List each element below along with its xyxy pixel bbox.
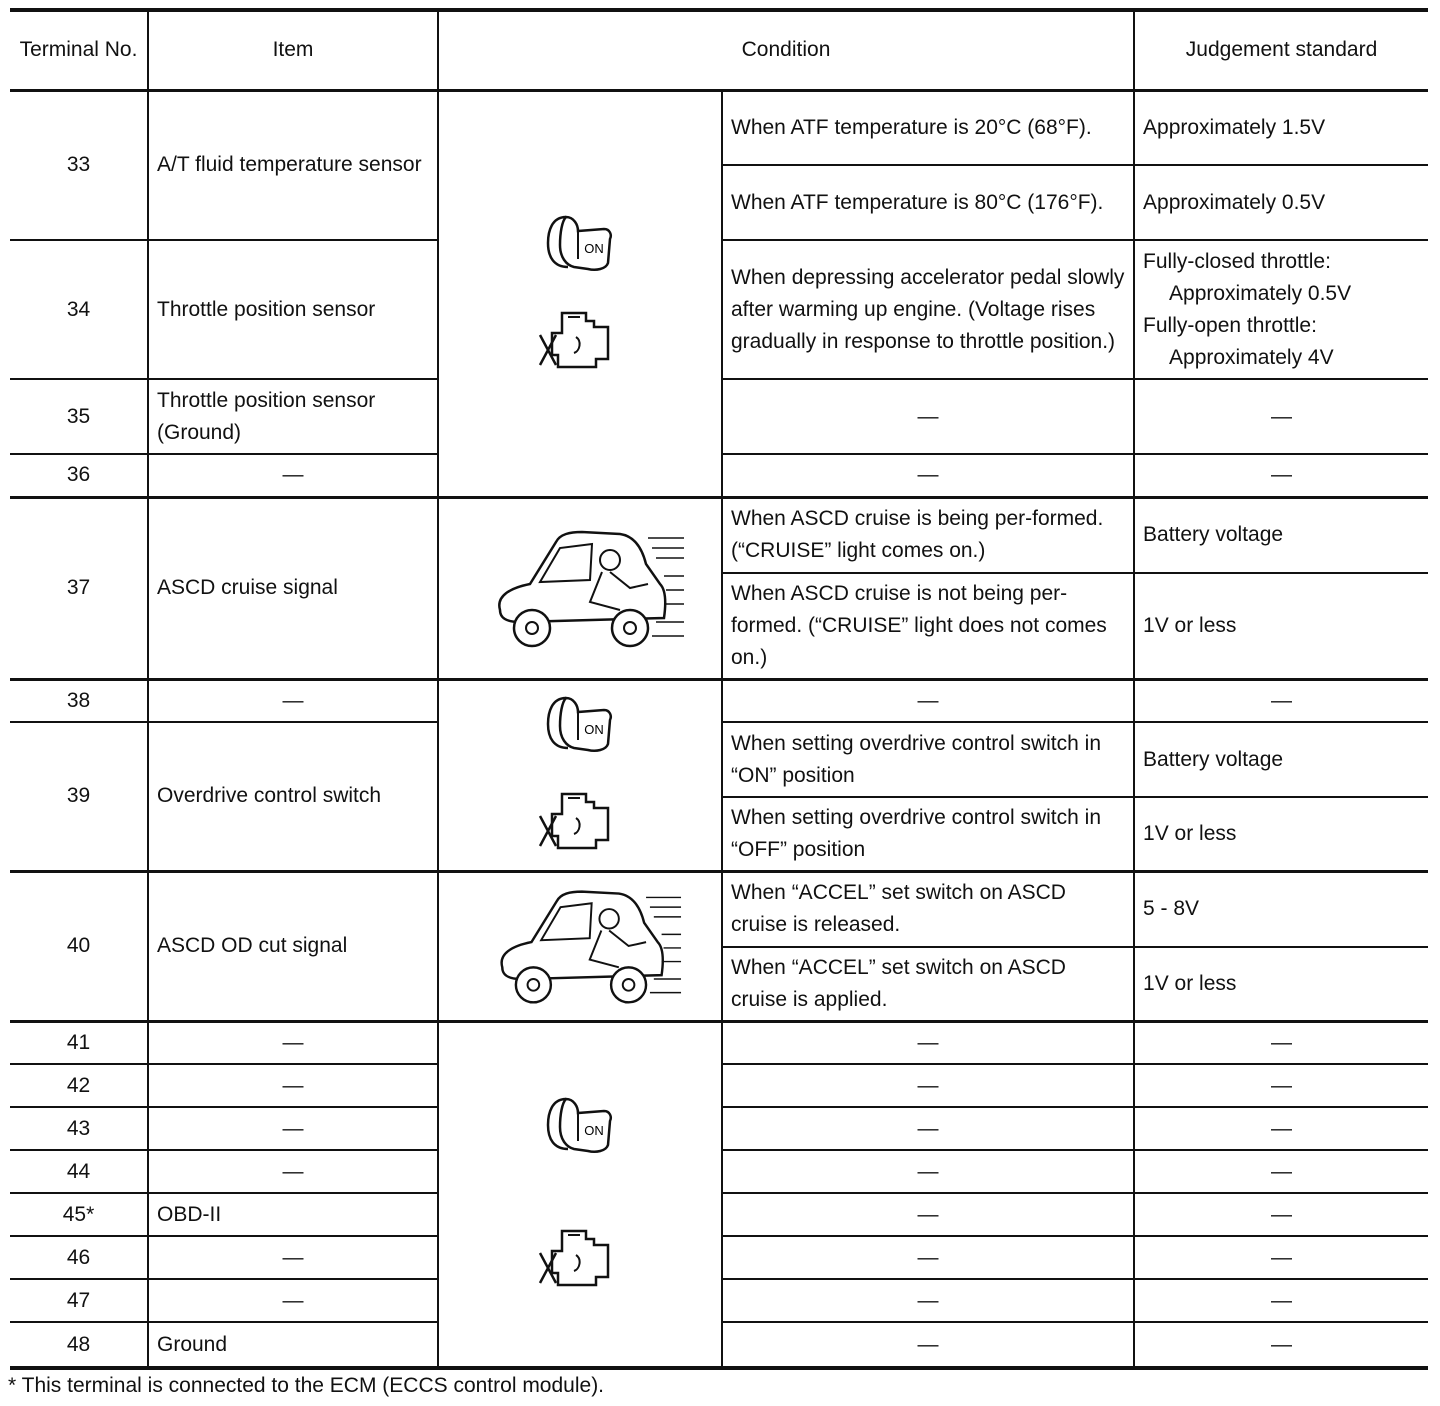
condition-cell: — [722, 1322, 1134, 1368]
judgement-cell: Approximately 1.5V [1134, 90, 1428, 165]
condition-cell: When ASCD cruise is being per-formed. (“CRUISE” light comes on.) [722, 497, 1134, 573]
judgement-line: Approximately 0.5V [1169, 281, 1352, 305]
terminal-cell: 40 [10, 871, 148, 1021]
judgement-line: Approximately 4V [1169, 345, 1334, 369]
terminal-cell: 33 [10, 90, 148, 240]
condition-cell: When “ACCEL” set switch on ASCD cruise is applied. [722, 947, 1134, 1021]
judgement-cell: 5 - 8V [1134, 871, 1428, 947]
judgement-cell: Approximately 0.5V [1134, 165, 1428, 240]
header-item: Item [148, 10, 438, 90]
judgement-cell [1134, 240, 1428, 379]
item-cell: Throttle position sensor [148, 240, 438, 379]
terminal-cell: 43 [10, 1107, 148, 1150]
condition-cell: — [722, 379, 1134, 454]
item-cell: — [148, 1107, 438, 1150]
judgement-cell: — [1134, 1021, 1428, 1064]
condition-cell: — [722, 454, 1134, 497]
item-cell: — [148, 454, 438, 497]
condition-cell: — [722, 1236, 1134, 1279]
condition-cell: — [722, 1150, 1134, 1193]
terminal-cell: 36 [10, 454, 148, 497]
table-row [10, 497, 1428, 573]
ignition-on-label: ON [584, 1123, 604, 1139]
item-cell: — [148, 1021, 438, 1064]
condition-cell: When ATF temperature is 20°C (68°F). [722, 90, 1134, 165]
condition-cell: When “ACCEL” set switch on ASCD cruise is released. [722, 871, 1134, 947]
terminal-cell: 35 [10, 379, 148, 454]
condition-cell: — [722, 1064, 1134, 1107]
judgement-cell: 1V or less [1134, 947, 1428, 1021]
terminal-cell: 45* [10, 1193, 148, 1236]
condition-cell: When ATF temperature is 80°C (176°F). [722, 165, 1134, 240]
terminal-cell: 46 [10, 1236, 148, 1279]
judgement-cell: — [1134, 1150, 1428, 1193]
footnote: * This terminal is connected to the ECM (ECCS control module). [8, 1374, 605, 1397]
ignition-on-icon [544, 692, 616, 754]
condition-cell: — [722, 1021, 1134, 1064]
judgement-cell: — [1134, 1279, 1428, 1322]
condition-cell: When setting overdrive control switch in “OFF” position [722, 797, 1134, 871]
header-terminal: Terminal No. [10, 10, 148, 90]
ignition-on-icon [544, 1093, 616, 1155]
terminal-cell: 37 [10, 497, 148, 679]
item-cell: Throttle position sensor (Ground) [148, 379, 438, 454]
vehicle-driving-icon [470, 878, 690, 1014]
judgement-cell: — [1134, 1107, 1428, 1150]
condition-cell: — [722, 1107, 1134, 1150]
table-row [10, 871, 1428, 947]
judgement-cell: — [1134, 1322, 1428, 1368]
judgement-line: Fully-closed throttle: [1143, 249, 1331, 273]
item-cell: OBD-II [148, 1193, 438, 1236]
item-cell: — [148, 1279, 438, 1322]
item-cell: ASCD OD cut signal [148, 871, 438, 1021]
condition-cell: When ASCD cruise is not being per-formed. (“CRUISE” light does not comes on.) [722, 573, 1134, 679]
item-cell: Ground [148, 1322, 438, 1368]
vehicle-driving-icon [470, 518, 690, 658]
table-row [10, 90, 1428, 165]
judgement-cell: — [1134, 454, 1428, 497]
judgement-cell: — [1134, 679, 1428, 722]
ignition-on-label: ON [584, 240, 604, 256]
condition-icon-cell [438, 90, 722, 497]
terminal-cell: 48 [10, 1322, 148, 1368]
terminal-cell: 39 [10, 722, 148, 871]
judgement-cell: 1V or less [1134, 797, 1428, 871]
judgement-cell: — [1134, 1236, 1428, 1279]
judgement-cell: 1V or less [1134, 573, 1428, 679]
judgement-cell: — [1134, 1193, 1428, 1236]
condition-cell: — [722, 679, 1134, 722]
condition-cell: — [722, 1279, 1134, 1322]
judgement-cell: Battery voltage [1134, 497, 1428, 573]
terminal-spec-table [10, 8, 1428, 1370]
judgement-cell: Battery voltage [1134, 722, 1428, 797]
condition-cell: When depressing accelerator pedal slowly after warming up engine. (Voltage rises gradually in response to throttle position.) [722, 240, 1134, 379]
condition-icon-cell [438, 679, 722, 871]
judgement-cell: — [1134, 379, 1428, 454]
engine-running-icon [536, 307, 624, 377]
judgement-cell: — [1134, 1064, 1428, 1107]
table-row [10, 679, 1428, 722]
condition-cell: When setting overdrive control switch in “ON” position [722, 722, 1134, 797]
judgement-line: Fully-open throttle: [1143, 313, 1317, 337]
item-cell: ASCD cruise signal [148, 497, 438, 679]
terminal-cell: 34 [10, 240, 148, 379]
engine-running-icon [536, 1225, 624, 1295]
header-row [10, 10, 1428, 90]
header-condition: Condition [438, 10, 1134, 90]
engine-running-icon [536, 788, 624, 858]
condition-icon-cell [438, 1021, 722, 1368]
terminal-cell: 42 [10, 1064, 148, 1107]
condition-icon-cell [438, 497, 722, 679]
condition-icon-cell [438, 871, 722, 1021]
item-cell: — [148, 679, 438, 722]
header-judgement: Judgement standard [1134, 10, 1428, 90]
table-row [10, 1021, 1428, 1064]
condition-cell: — [722, 1193, 1134, 1236]
terminal-cell: 44 [10, 1150, 148, 1193]
ignition-on-icon [544, 211, 616, 273]
item-cell: A/T fluid temperature sensor [148, 90, 438, 240]
item-cell: — [148, 1236, 438, 1279]
item-cell: — [148, 1064, 438, 1107]
item-cell: Overdrive control switch [148, 722, 438, 871]
item-cell: — [148, 1150, 438, 1193]
terminal-cell: 38 [10, 679, 148, 722]
terminal-cell: 41 [10, 1021, 148, 1064]
terminal-cell: 47 [10, 1279, 148, 1322]
ignition-on-label: ON [584, 722, 604, 737]
